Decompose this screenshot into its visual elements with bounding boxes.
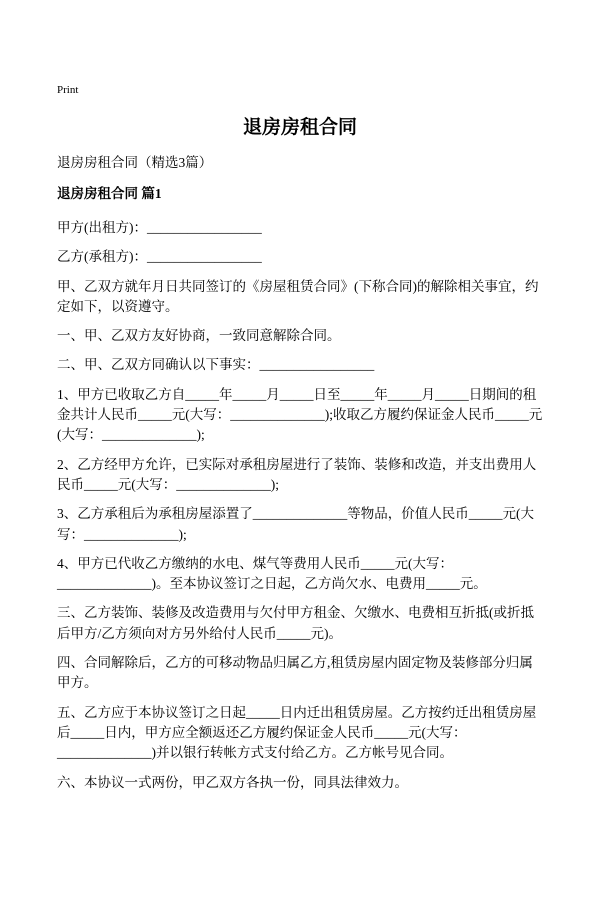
party-b-text: 乙方(承租方)：_________________ <box>57 249 262 265</box>
document-subtitle: 退房房租合同（精选3篇） <box>57 155 213 170</box>
contract-body <box>57 218 577 802</box>
clause-3 <box>57 603 577 644</box>
clause-5 <box>57 703 577 764</box>
clause-1-line: 一、甲、乙双方友好协商，一致同意解除合同。 <box>57 328 341 344</box>
preamble-line: 定如下，以资遵守。 <box>57 298 179 314</box>
preamble-paragraph <box>57 277 577 318</box>
clause-5-line: ______________)并以银行转帐方式支付给乙方。乙方帐号见合同。 <box>57 745 453 761</box>
clause-4-line: 四、合同解除后，乙方的可移动物品归属乙方,租赁房屋内固定物及装修部分归属 <box>57 655 533 671</box>
document-title: 退房房租合同 <box>242 117 357 138</box>
clause-3-line: 后甲方/乙方须向对方另外给付人民币_____元)。 <box>57 625 342 641</box>
fact-3-line: 3、乙方承租后为承租房屋添置了______________等物品，价值人民币_____元(大 <box>57 506 534 522</box>
fact-1 <box>57 385 577 446</box>
print-label: Print <box>57 84 79 96</box>
clause-5-line: 五、乙方应于本协议签订之日起_____日内迁出租赁房屋。乙方按约迁出租赁房屋 <box>57 704 537 720</box>
party-a-line <box>57 218 577 238</box>
preamble-line: 甲、乙双方就年月日共同签订的《房屋租赁合同》(下称合同)的解除相关事宜，约 <box>57 278 539 294</box>
fact-2-line: 2、乙方经甲方允许，已实际对承租房屋进行了装饰、装修和改造，并支出费用人 <box>57 456 537 472</box>
clause-6 <box>57 773 577 793</box>
party-b-line <box>57 247 577 267</box>
fact-1-line: 金共计人民币_____元(大写：______________);收取乙方履约保证金人民币_____元 <box>57 407 543 423</box>
clause-6-line: 六、本协议一式两份，甲乙双方各执一份，同具法律效力。 <box>57 774 408 790</box>
clause-3-line: 三、乙方装饰、装修及改造费用与欠付甲方租金、欠缴水、电费相互折抵(或折抵 <box>57 605 534 621</box>
clause-1 <box>57 326 577 346</box>
fact-2-line: 民币_____元(大写：______________); <box>57 476 279 492</box>
party-a-text: 甲方(出租方)：_________________ <box>57 220 262 235</box>
fact-2 <box>57 455 577 496</box>
fact-3-line: 写：______________); <box>57 526 187 542</box>
fact-1-line: (大写：______________); <box>57 427 205 443</box>
clause-2-line: 二、甲、乙双方同确认以下事实：_________________ <box>57 357 375 373</box>
fact-4 <box>57 554 577 595</box>
section-title: 退房房租合同 篇1 <box>57 186 162 201</box>
clause-2 <box>57 355 577 375</box>
fact-4-line: ______________)。至本协议签订之日起，乙方尚欠水、电费用_____元。 <box>57 576 487 592</box>
clause-4-line: 甲方。 <box>57 675 98 691</box>
fact-4-line: 4、甲方已代收乙方缴纳的水电、煤气等费用人民币_____元(大写： <box>57 555 453 571</box>
clause-5-line: 后_____日内，甲方应全额返还乙方履约保证金人民币_____元(大写： <box>57 724 467 740</box>
fact-3 <box>57 504 577 545</box>
clause-4 <box>57 653 577 694</box>
fact-1-line: 1、甲方已收取乙方自_____年_____月_____日至_____年_____月_____日期间的租 <box>57 386 537 402</box>
